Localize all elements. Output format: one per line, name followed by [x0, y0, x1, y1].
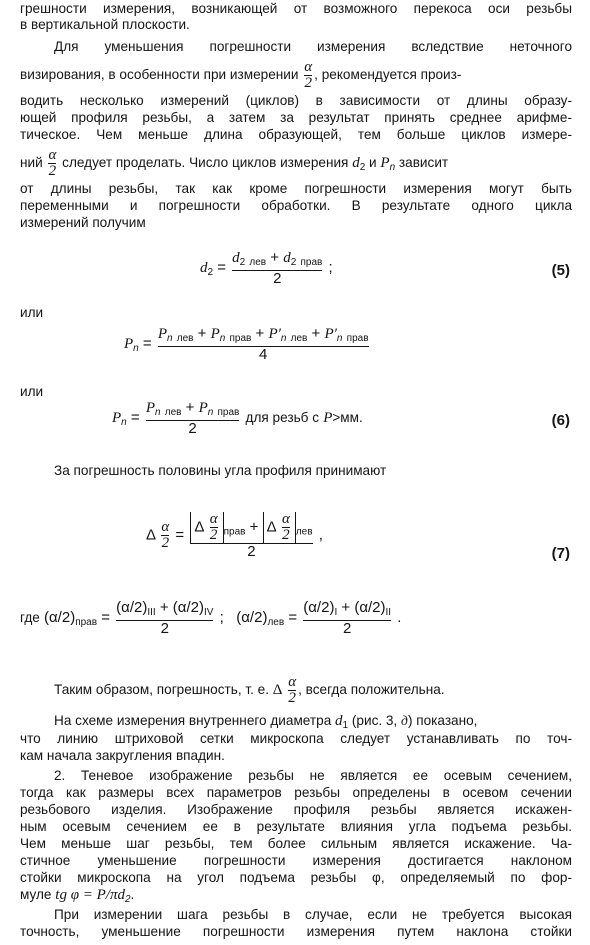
- equation-number: (6): [551, 412, 570, 429]
- text-fragment: ний: [20, 155, 43, 171]
- text-line: в вертикальной плоскости.: [20, 17, 190, 32]
- equation-number: (7): [551, 545, 570, 562]
- text-line: грешности измерения, возникающей от возможного перекоса оси резьбы: [20, 1, 572, 16]
- text-line: стичное уменьшение погрешности измерения достигается наклоном: [20, 853, 572, 868]
- text-fragment: , рекомендуется произ-: [314, 67, 462, 83]
- text-line: На схеме измерения внутреннего диаметра $d_1$ (рис. 3, д) показано,: [54, 713, 478, 731]
- text-line: измерений получим: [20, 215, 146, 230]
- text-fragment: , всегда положительна.: [298, 682, 445, 698]
- numerator: α: [48, 147, 57, 163]
- text-line: кам начала закругления впадин.: [20, 748, 225, 763]
- fraction: $\frac{(\alpha/2)_{III} + (\alpha/2)_{IV}}{2}$: [116, 599, 214, 637]
- text-line: Таким образом, погрешность, т. е. Δ $\frac{\alpha}{2}$ , всегда положительна.: [54, 674, 445, 706]
- symbol-pn: $P_n$: [380, 155, 396, 174]
- text-line: При измерении шага резьбы в случае, если не требуется высокая: [54, 907, 572, 922]
- text-fragment: для резьб с: [245, 409, 320, 425]
- denominator: 2: [48, 163, 57, 179]
- text-line: [20, 148, 572, 179]
- fraction-alpha-over-2: [48, 148, 56, 179]
- text-fragment: зависит: [398, 155, 449, 171]
- text-line: ным осевым сечением ее в результате влияния угла подъема резьбы.: [20, 819, 572, 834]
- text-line: резьбового изделия. Изображение профиля резьбы является искажен-: [20, 802, 572, 817]
- text-line: точность, уменьшение погрешности измерения путем наклона стойки: [20, 924, 572, 939]
- text-line: водить несколько измерений (циклов) в зависимости от длины образу-: [20, 93, 572, 108]
- text-line: что линию штриховой сетки микроскопа следует устанавливать по точ-: [20, 731, 572, 746]
- numerator: α: [304, 59, 313, 75]
- text-line: [20, 60, 572, 91]
- text-line: За погрешность половины угла профиля принимают: [54, 463, 387, 478]
- text-line: 2. Теневое изображение резьбы не является ее осевым сечением,: [54, 768, 572, 783]
- equation-6: $P_n$ = $\frac{P_n _{лев} + P_n _{прав}}{2}$ для резьб с P>мм.: [112, 399, 363, 437]
- semicolon: ;: [328, 258, 333, 276]
- fraction: Δ $\frac{\alpha}{2}$ $_{прав}$ + Δ $\frac{\alpha}{2}$ $_{лев}$ 2: [190, 512, 312, 559]
- text-line: от длины резьбы, так как кроме погрешности измерения могут быть: [20, 181, 572, 196]
- text-line: или: [20, 305, 44, 320]
- text-line: тическое. Чем меньше длина образующей, тем больше циклов измере-: [20, 127, 572, 142]
- text-line: тогда как размеры всех параметров резьбы определены в осевом сечении: [20, 785, 572, 800]
- fraction: $P_n$ $_{лев} + P_n$ $_{прав} + P'_n$ $_{лев} + P'_n$ $_{прав}$ 4: [157, 325, 369, 363]
- fraction-alpha-over-2: $\frac{\alpha}{2}$: [288, 674, 297, 706]
- text-line: ющей профиля резьбы, а затем за результат принять среднее арифме-: [20, 110, 572, 125]
- fraction-alpha-over-2: [304, 60, 312, 91]
- text-line: Для уменьшения погрешности измерения вследствие неточного: [54, 39, 572, 54]
- text-line: переменными и погрешности обработки. В результате одного цикла: [20, 198, 572, 213]
- equation-7: Δ $\frac{\alpha}{2}$ = Δ $\frac{\alpha}{2}$ $_{прав}$ + Δ $\frac{\alpha}{2}$ $_{лев}$ 2 ,: [146, 511, 323, 560]
- text-line: Чем меньше шаг резьбы, тем более сильным является искажение. Ча-: [20, 836, 572, 851]
- symbol-d2: $d_2$: [200, 259, 214, 278]
- fraction: $\frac{(\alpha/2)_I + (\alpha/2)_{II}}{2}$: [303, 599, 392, 637]
- text-line: или: [20, 384, 44, 399]
- symbol-d2: $d_2$: [352, 155, 366, 174]
- equals-sign: =: [217, 258, 226, 276]
- text-fragment: Таким образом, погрешность, т. е.: [54, 682, 270, 698]
- equation-alpha-half: где $(\alpha/2)_{прав}$ = $\frac{(\alpha/2)_{III} + (\alpha/2)_{IV}}{2}$ ; $(\alpha/2)_{лев}$ = $\frac{(\alpha/2)_I + (\alpha/2)_{II}}{2}$ .: [20, 599, 402, 637]
- text-line: стойки микроскопа на угол подъема резьбы φ, определяемый по фор-: [20, 870, 572, 885]
- equation-number: (5): [551, 262, 570, 279]
- text-fragment: и: [369, 155, 377, 171]
- fraction: $\frac{P_n _{лев} + P_n _{прав}}{2}$: [145, 399, 240, 437]
- denominator: 2: [304, 75, 312, 91]
- equation-5: [200, 250, 333, 286]
- text-line: муле tg $\varphi = P/\pi d_2$.: [20, 887, 135, 905]
- text-fragment: визирования, в особенности при измерении: [20, 67, 299, 83]
- text-fragment: следует проделать. Число циклов измерения: [62, 155, 349, 171]
- equation-pn-four: $P_n$ = $P_n$ $_{лев} + P_n$ $_{прав} + P'_n$ $_{лев} + P'_n$ $_{прав}$ 4: [124, 325, 369, 363]
- fraction: $\frac{d_2 _{лев} + d_2 _{прав}}{2}$: [232, 249, 323, 287]
